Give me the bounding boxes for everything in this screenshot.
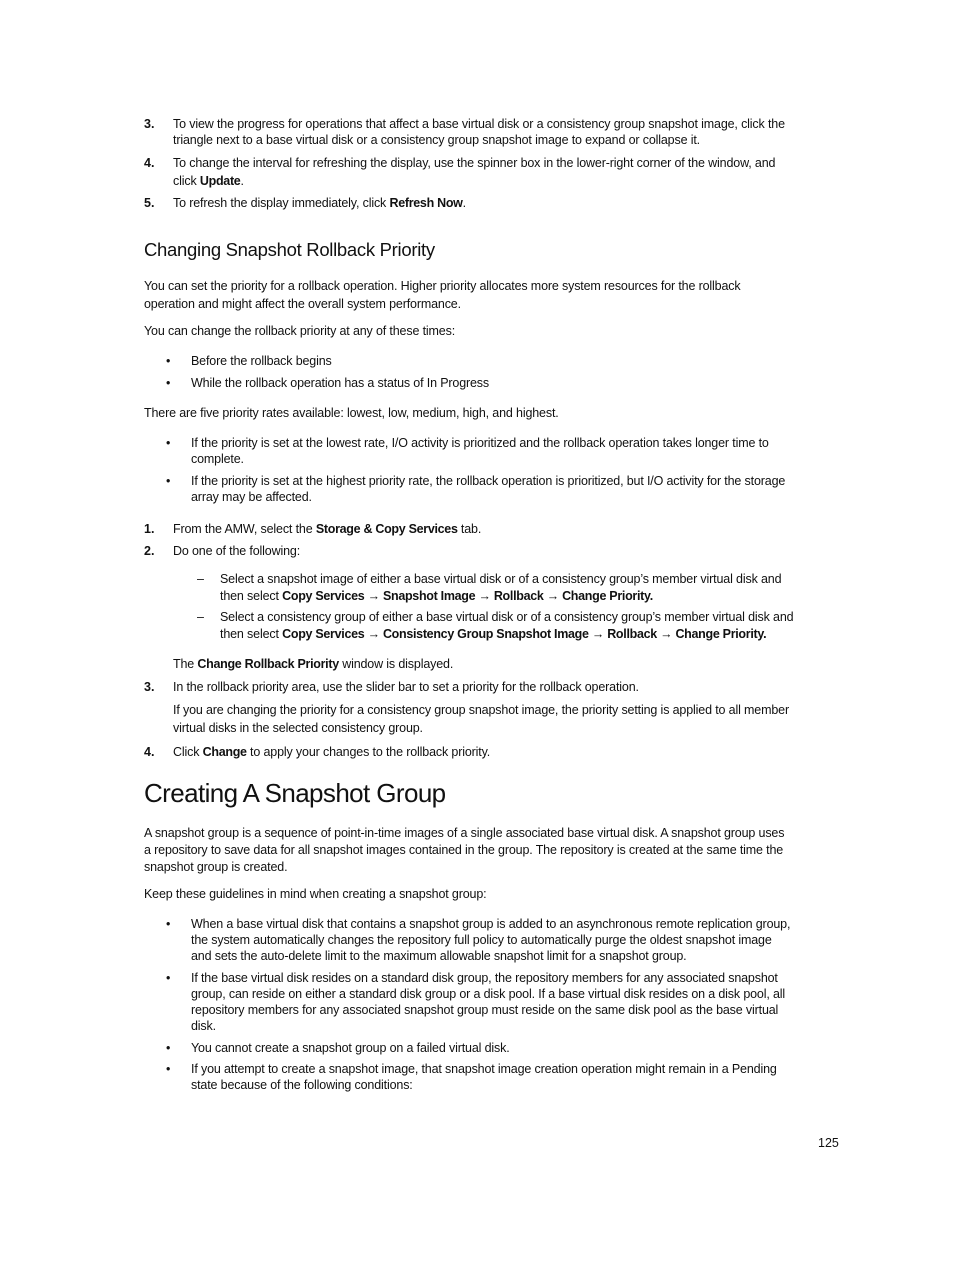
step-number: 3. bbox=[144, 680, 155, 694]
step-text: To refresh the display immediately, click Refresh Now. bbox=[173, 196, 466, 210]
list-item: and sets the auto-delete limit to the maximum allowable snapshot limit for a snapshot group. bbox=[191, 949, 687, 963]
step-number: 3. bbox=[144, 117, 155, 131]
paragraph-line: snapshot group is created. bbox=[144, 860, 288, 874]
step-text: Do one of the following: bbox=[173, 544, 301, 558]
step-text: Click Change to apply your changes to the rollback priority. bbox=[173, 745, 491, 759]
paragraph-line: You can change the rollback priority at any of these times: bbox=[144, 324, 456, 338]
menu-path: Copy Services → Consistency Group Snapshot Image → Rollback → Change Priority. bbox=[282, 627, 767, 641]
list-item: state because of the following conditions: bbox=[191, 1078, 413, 1092]
bullet: • bbox=[166, 376, 171, 390]
bullet: • bbox=[166, 354, 171, 368]
bullet: • bbox=[166, 917, 171, 931]
list-item: array may be affected. bbox=[191, 490, 312, 504]
sub-item: then select Copy Services → Snapshot Image → Rollback → Change Priority. bbox=[220, 589, 653, 603]
list-item: disk. bbox=[191, 1019, 216, 1033]
list-item: If the priority is set at the lowest rate, I/O activity is prioritized and the rollback operation takes longer time to bbox=[191, 436, 769, 450]
step-number: 1. bbox=[144, 522, 155, 536]
step-number: 2. bbox=[144, 544, 155, 558]
list-item: group, can reside on either a standard disk group or a disk pool. If a base virtual disk resides on a disk pool, all bbox=[191, 987, 786, 1001]
ui-term: Change bbox=[202, 745, 247, 759]
chapter-heading: Creating A Snapshot Group bbox=[144, 778, 446, 808]
section-heading: Changing Snapshot Rollback Priority bbox=[144, 239, 435, 260]
sub-item: then select Copy Services → Consistency Group Snapshot Image → Rollback → Change Priority. bbox=[220, 627, 767, 641]
step-number: 4. bbox=[144, 156, 155, 170]
step-text: triangle next to a base virtual disk or a consistency group snapshot image to expand or collapse it. bbox=[173, 133, 700, 147]
ui-term: Change Rollback Priority bbox=[197, 657, 339, 671]
paragraph-line: a repository to save data for all snapshot images contained in the group. The repository is created at the same time the bbox=[144, 843, 784, 857]
bullet: • bbox=[166, 436, 171, 450]
paragraph-line: You can set the priority for a rollback operation. Higher priority allocates more system resources for the rollback bbox=[144, 279, 741, 293]
ui-term: Storage & Copy Services bbox=[315, 522, 458, 536]
list-item: If the base virtual disk resides on a standard disk group, the repository members for any associated snapshot bbox=[191, 971, 778, 985]
step-text: From the AMW, select the Storage & Copy Services tab. bbox=[173, 522, 482, 536]
sub-item: Select a consistency group of either a base virtual disk or of a consistency group’s member virtual disk and bbox=[220, 610, 794, 624]
list-item: While the rollback operation has a status of In Progress bbox=[191, 376, 490, 390]
list-item: the system automatically changes the repository full policy to automatically purge the oldest snapshot image bbox=[191, 933, 772, 947]
sub-bullet-dash: – bbox=[197, 610, 204, 624]
bullet: • bbox=[166, 1062, 171, 1076]
step-text: To change the interval for refreshing the display, use the spinner box in the lower-right corner of the window, and bbox=[173, 156, 776, 170]
ui-term: Refresh Now bbox=[389, 196, 463, 210]
list-item: If the priority is set at the highest priority rate, the rollback operation is prioritized, but I/O activity for the storage bbox=[191, 474, 786, 488]
bullet: • bbox=[166, 474, 171, 488]
step-text: In the rollback priority area, use the slider bar to set a priority for the rollback operation. bbox=[173, 680, 639, 694]
sub-bullet-dash: – bbox=[197, 572, 204, 586]
bullet: • bbox=[166, 971, 171, 985]
list-item: repository members for any associated snapshot group must reside on the same disk pool as the base virtual bbox=[191, 1003, 779, 1017]
paragraph-line: There are five priority rates available: lowest, low, medium, high, and highest. bbox=[144, 406, 559, 420]
list-item: If you attempt to create a snapshot image, that snapshot image creation operation might remain in a Pending bbox=[191, 1062, 777, 1076]
sub-item: Select a snapshot image of either a base virtual disk or of a consistency group’s member virtual disk and bbox=[220, 572, 782, 586]
step-note: virtual disks in the selected consistency group. bbox=[173, 721, 423, 735]
step-note: The Change Rollback Priority window is displayed. bbox=[173, 657, 454, 671]
bullet: • bbox=[166, 1041, 171, 1055]
step-number: 5. bbox=[144, 196, 155, 210]
page-number: 125 bbox=[818, 1136, 839, 1150]
list-item: Before the rollback begins bbox=[191, 354, 332, 368]
menu-path: Copy Services → Snapshot Image → Rollback → Change Priority. bbox=[282, 589, 653, 603]
list-item: You cannot create a snapshot group on a failed virtual disk. bbox=[191, 1041, 510, 1055]
step-number: 4. bbox=[144, 745, 155, 759]
list-item: complete. bbox=[191, 452, 244, 466]
list-item: When a base virtual disk that contains a snapshot group is added to an asynchronous remote replication group, bbox=[191, 917, 791, 931]
paragraph-line: operation and might affect the overall system performance. bbox=[144, 297, 461, 311]
paragraph-line: A snapshot group is a sequence of point-in-time images of a single associated base virtual disk. A snapshot group uses bbox=[144, 826, 785, 840]
ui-term: Update bbox=[199, 174, 241, 188]
paragraph-line: Keep these guidelines in mind when creating a snapshot group: bbox=[144, 887, 487, 901]
step-text: click Update. bbox=[173, 174, 244, 188]
step-text: To view the progress for operations that affect a base virtual disk or a consistency group snapshot image, click the bbox=[173, 117, 785, 131]
step-note: If you are changing the priority for a consistency group snapshot image, the priority setting is applied to all member bbox=[173, 703, 789, 717]
